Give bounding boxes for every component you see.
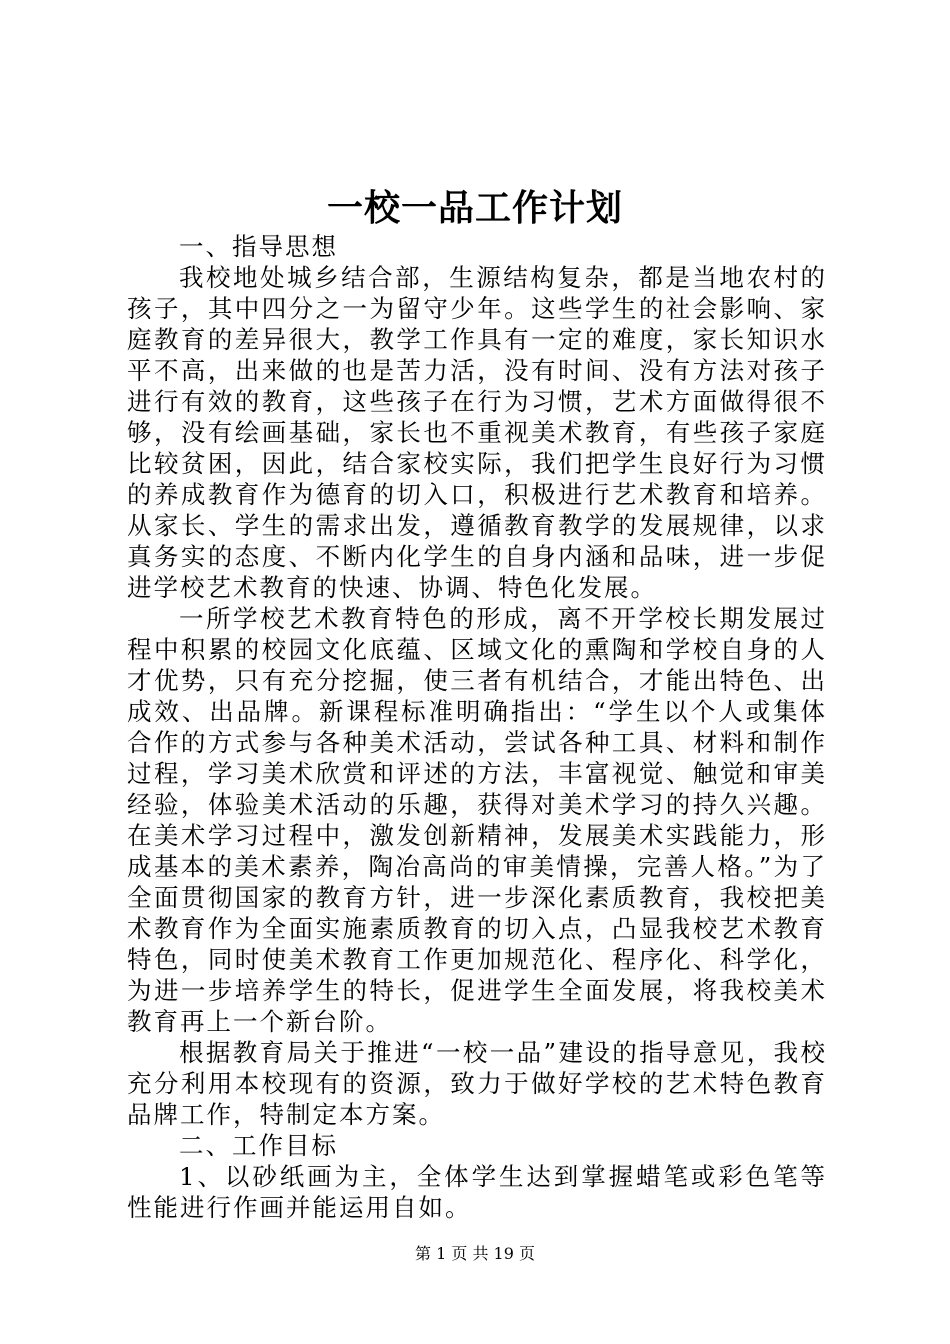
document-body xyxy=(127,231,827,1223)
document-title: 一校一品工作计划 xyxy=(326,187,623,229)
body-paragraph: 一所学校艺术教育特色的形成，离不开学校长期发展过程中积累的校园文化底蕴、区域文化的熏陶和学校自身的人才优势，只有充分挖掘，使三者有机结合，才能出特色、出成效、出品牌。新课程标准明确指出：“学生以个人或集体合作的方式参与各种美术活动，尝试各种工具、材料和制作过程，学习美术欣赏和评述的方法，丰富视觉、触觉和审美经验，体验美术活动的乐趣，获得对美术学习的持久兴趣。在美术学习过程中，激发创新精神，发展美术实践能力，形成基本的美术素养，陶冶高尚的审美情操，完善人格。”为了全面贯彻国家的教育方针，进一步深化素质教育，我校把美术教育作为全面实施素质教育的切入点，凸显我校艺术教育特色，同时使美术教育工作更加规范化、程序化、科学化，为进一步培养学生的特长，促进学生全面发展，将我校美术教育再上一个新台阶。 xyxy=(127,604,827,1036)
body-paragraph: 1、以砂纸画为主，全体学生达到掌握蜡笔或彩色笔等性能进行作画并能运用自如。 xyxy=(127,1162,827,1222)
body-paragraph: 我校地处城乡结合部，生源结构复杂，都是当地农村的孩子，其中四分之一为留守少年。这些学生的社会影响、家庭教育的差异很大，教学工作具有一定的难度，家长知识水平不高，出来做的也是苦力活，没有时间、没有方法对孩子进行有效的教育，这些孩子在行为习惯，艺术方面做得很不够，没有绘画基础，家长也不重视美术教育，有些孩子家庭比较贫困，因此，结合家校实际，我们把学生良好行为习惯的养成教育作为德育的切入口，积极进行艺术教育和培养。从家长、学生的需求出发，遵循教育教学的发展规律，以求真务实的态度、不断内化学生的自身内涵和品味，进一步促进学校艺术教育的快速、协调、特色化发展。 xyxy=(127,263,827,602)
section-heading: 一、指导思想 xyxy=(179,232,338,261)
page-footer: 第 1 页 共 19 页 xyxy=(415,1244,535,1263)
body-paragraph: 根据教育局关于推进“一校一品”建设的指导意见，我校充分利用本校现有的资源，致力于做好学校的艺术特色教育品牌工作，特制定本方案。 xyxy=(127,1038,827,1129)
section-heading: 二、工作目标 xyxy=(179,1131,338,1160)
